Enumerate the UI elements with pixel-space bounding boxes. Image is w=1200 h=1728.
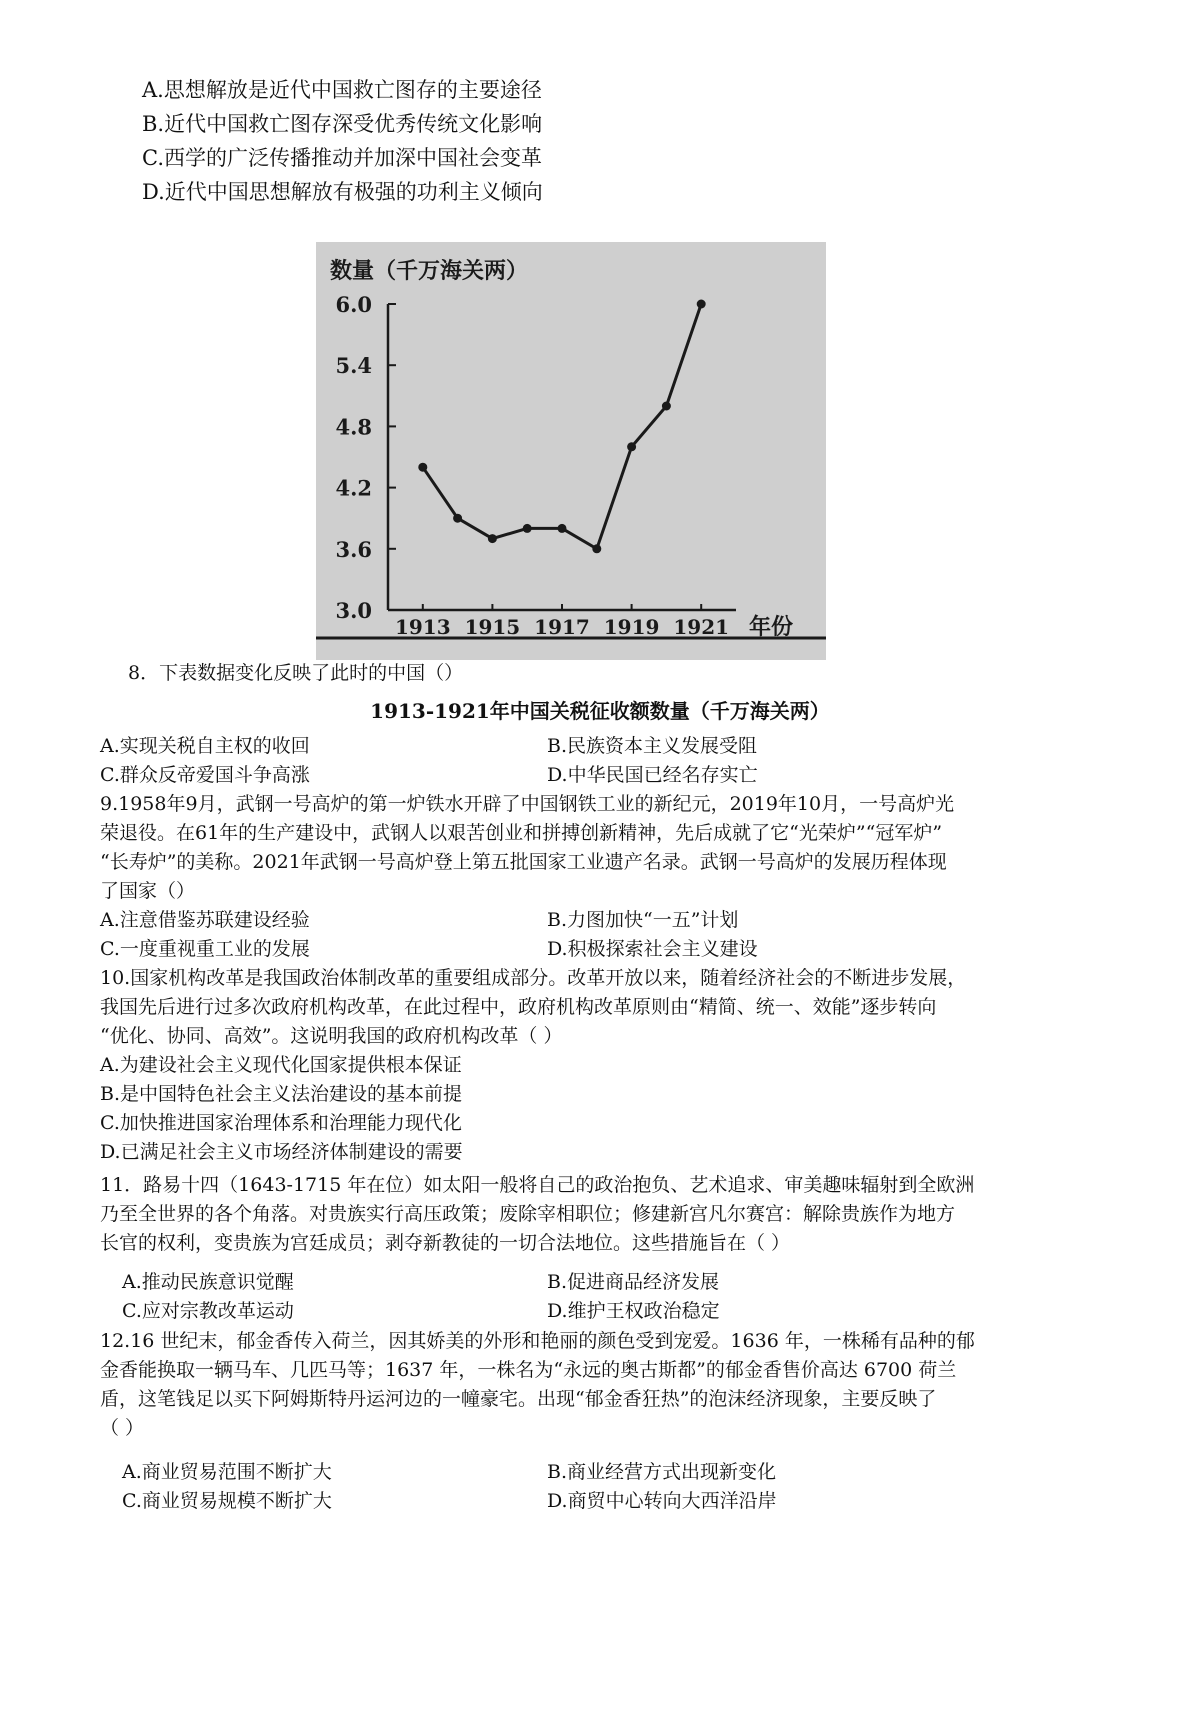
x-tick-label: 1913 xyxy=(394,615,451,639)
q8-table-title: 1913-1921年中国关税征收额数量（千万海关两） xyxy=(370,699,830,723)
q12-option-a: A.商业贸易范围不断扩大 xyxy=(122,1461,332,1483)
q11-stem-line-2: 乃至全世界的各个角落。对贵族实行高压政策；废除宰相职位；修建新宫凡尔赛宫：解除贵族作为地方 xyxy=(100,1203,956,1225)
data-point xyxy=(523,524,532,533)
q9-stem-line-2: 荣退役。在61年的生产建设中，武钢人以艰苦创业和拼搏创新精神，先后成就了它“光荣炉”“冠军炉” xyxy=(100,822,943,844)
y-axis-label: 数量（千万海关两） xyxy=(330,258,529,284)
x-axis-label: 年份 xyxy=(748,614,794,640)
q10-option-b: B.是中国特色社会主义法治建设的基本前提 xyxy=(100,1083,463,1105)
y-tick-label: 4.2 xyxy=(335,475,372,501)
q7-option-a: A.思想解放是近代中国救亡图存的主要途径 xyxy=(142,78,542,102)
q10-stem-line-1: 10.国家机构改革是我国政治体制改革的重要组成部分。改革开放以来，随着经济社会的不断进步发展， xyxy=(100,967,967,989)
y-tick-label: 3.0 xyxy=(335,598,372,623)
x-tick-label: 1921 xyxy=(673,615,730,639)
q12-stem-line-4: （ ） xyxy=(100,1417,145,1439)
q11-option-a: A.推动民族意识觉醒 xyxy=(122,1271,294,1293)
data-point xyxy=(453,514,462,523)
q11-option-c: C.应对宗教改革运动 xyxy=(122,1300,294,1322)
y-tick-label: 6.0 xyxy=(335,292,372,317)
data-point xyxy=(418,463,427,472)
data-point xyxy=(558,524,567,533)
q9-option-a: A.注意借鉴苏联建设经验 xyxy=(100,909,310,931)
x-tick-label: 1915 xyxy=(464,615,521,639)
data-point xyxy=(697,300,706,309)
data-point xyxy=(662,402,671,411)
q10-option-d: D.已满足社会主义市场经济体制建设的需要 xyxy=(100,1141,463,1163)
q8-option-a: A.实现关税自主权的收回 xyxy=(100,735,310,757)
q9-option-b: B.力图加快“一五”计划 xyxy=(547,909,739,931)
data-point xyxy=(592,544,601,553)
x-tick-label: 1917 xyxy=(534,615,590,639)
q8-stem: 8．下表数据变化反映了此时的中国（） xyxy=(128,662,464,684)
y-tick-label: 5.4 xyxy=(335,353,372,379)
tariff-line-chart xyxy=(316,242,826,660)
q10-option-c: C.加快推进国家治理体系和治理能力现代化 xyxy=(100,1112,462,1134)
q9-stem-line-3: “长寿炉”的美称。2021年武钢一号高炉登上第五批国家工业遗产名录。武钢一号高炉的发展历程体现 xyxy=(100,851,947,873)
q12-option-c: C.商业贸易规模不断扩大 xyxy=(122,1490,332,1512)
q11-stem-line-1: 11．路易十四（1643-1715 年在位）如太阳一般将自己的政治抱负、艺术追求、审美趣味辐射到全欧洲 xyxy=(100,1174,975,1196)
series-line xyxy=(423,304,701,549)
q9-option-d: D.积极探索社会主义建设 xyxy=(547,938,758,960)
q8-option-d: D.中华民国已经名存实亡 xyxy=(547,764,758,786)
chart-canvas xyxy=(316,242,826,660)
data-point xyxy=(627,442,636,451)
series-points xyxy=(418,300,705,554)
q12-stem-line-2: 金香能换取一辆马车、几匹马等；1637 年，一株名为“永远的奥古斯都”的郁金香售价高达 6700 荷兰 xyxy=(100,1359,957,1381)
q8-option-c: C.群众反帝爱国斗争高涨 xyxy=(100,764,310,786)
q10-stem-line-2: 我国先后进行过多次政府机构改革，在此过程中，政府机构改革原则由“精简、统一、效能”逐步转向 xyxy=(100,996,937,1018)
y-tick-label: 4.8 xyxy=(335,414,372,440)
q10-stem-line-3: “优化、协同、高效”。这说明我国的政府机构改革（ ） xyxy=(100,1025,563,1047)
q11-stem-line-3: 长官的权利，变贵族为宫廷成员；剥夺新教徒的一切合法地位。这些措施旨在（ ） xyxy=(100,1232,791,1254)
q9-option-c: C.一度重视重工业的发展 xyxy=(100,938,310,960)
q12-stem-line-3: 盾，这笔钱足以买下阿姆斯特丹运河边的一幢豪宅。出现“郁金香狂热”的泡沫经济现象，主要反映了 xyxy=(100,1388,937,1410)
q11-option-d: D.维护王权政治稳定 xyxy=(547,1300,720,1322)
q11-option-b: B.促进商品经济发展 xyxy=(547,1271,720,1293)
q12-option-b: B.商业经营方式出现新变化 xyxy=(547,1461,777,1483)
x-tick-label: 1919 xyxy=(603,615,660,639)
q7-option-d: D.近代中国思想解放有极强的功利主义倾向 xyxy=(142,180,543,204)
q10-option-a: A.为建设社会主义现代化国家提供根本保证 xyxy=(100,1054,462,1076)
q12-option-d: D.商贸中心转向大西洋沿岸 xyxy=(547,1490,777,1512)
q9-stem-line-1: 9.1958年9月，武钢一号高炉的第一炉铁水开辟了中国钢铁工业的新纪元，2019年10月，一号高炉光 xyxy=(100,793,955,815)
q7-option-b: B.近代中国救亡图存深受优秀传统文化影响 xyxy=(142,112,543,136)
q8-option-b: B.民族资本主义发展受阻 xyxy=(547,735,758,757)
data-point xyxy=(488,534,497,543)
y-tick-label: 3.6 xyxy=(335,536,372,562)
q9-stem-line-4: 了国家（） xyxy=(100,880,196,902)
q7-option-c: C.西学的广泛传播推动并加深中国社会变革 xyxy=(142,146,542,170)
q12-stem-line-1: 12.16 世纪末，郁金香传入荷兰，因其娇美的外形和艳丽的颜色受到宠爱。1636 年，一株稀有品种的郁 xyxy=(100,1330,975,1352)
